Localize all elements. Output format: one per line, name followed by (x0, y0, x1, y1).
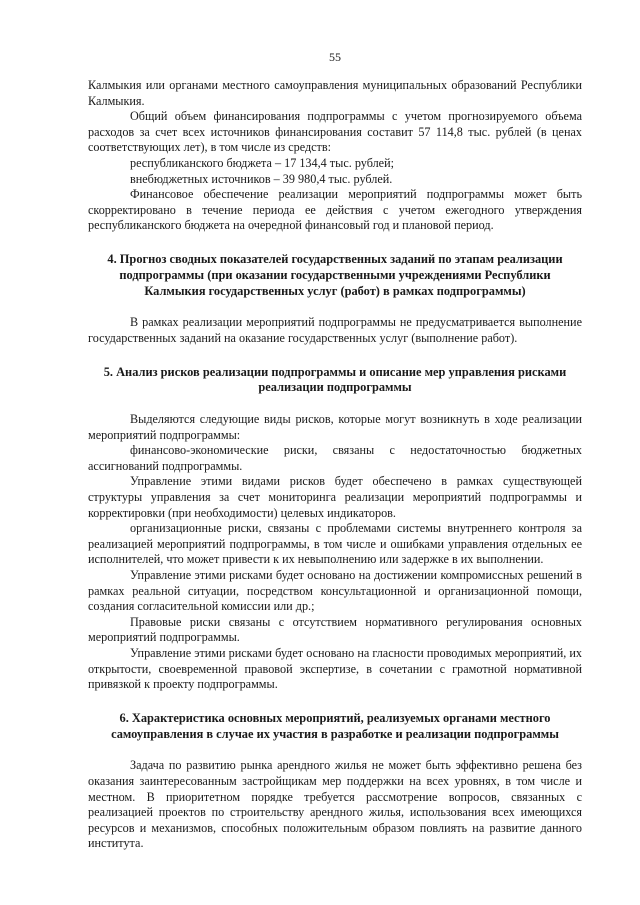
section-4-heading: 4. Прогноз сводных показателей государственных заданий по этапам реализации подпрограммы (при оказании государственными учреждениями Республики Калмыкия государственных услуг (работ) в рамках подпрограммы) (107, 251, 563, 298)
section-5-heading: 5. Анализ рисков реализации подпрограммы и описание мер управления рисками реализации подпрограммы (103, 364, 567, 395)
paragraph-intro-2: Общий объем финансирования подпрограммы с учетом прогнозируемого объема расходов за счет всех источников финансирования составит 57 114,8 тыс. рублей (в ценах соответствующих лет), в том числе из средств: (88, 109, 582, 155)
section-5-paragraph-2: финансово-экономические риски, связаны с недостаточностью бюджетных ассигнований подпрограммы. (88, 443, 582, 473)
paragraph-intro-3: Финансовое обеспечение реализации мероприятий подпрограммы может быть скорректировано в течение периода ее действия с учетом ежегодного утверждения республиканского бюджета на очередной финансовый год и плановой период. (88, 187, 582, 233)
section-5-paragraph-7: Управление этими рисками будет основано на гласности проводимых мероприятий, их открытости, своевременной правовой экспертизе, в сочетании с грамотной нормативной привязкой к проекту подпрограммы. (88, 646, 582, 692)
section-5-paragraph-6: Правовые риски связаны с отсутствием нормативного регулирования основных мероприятий подпрограммы. (88, 614, 582, 645)
section-5-paragraph-5: Управление этими рисками будет основано на достижении компромиссных решений в рамках реальной ситуации, посредством консультационной и организационной помощи, создания согласительной комиссии или др.; (88, 568, 582, 614)
list-item-republican-budget: республиканского бюджета – 17 134,4 тыс. рублей; (130, 155, 394, 170)
section-5-paragraph-3: Управление этими видами рисков будет обеспечено в рамках существующей структуры управления за счет мониторинга реализации мероприятий подпрограммы и корректировки (при необходимости) целевых индикаторов. (88, 474, 582, 520)
section-4-paragraph-1: В рамках реализации мероприятий подпрограммы не предусматривается выполнение государственных заданий на оказание государственных услуг (выполнение работ). (88, 315, 582, 345)
paragraph-intro-1: Калмыкия или органами местного самоуправления муниципальных образований Республики Калмыкия. (88, 78, 582, 108)
section-6-paragraph-1: Задача по развитию рынка арендного жилья не может быть эффективно решена без оказания заинтересованным застройщикам мер поддержки на всех уровнях, в том числе и местном. В приоритетном порядке требуется рассмотрение вопросов, связанных с реализацией проектов по строительству арендного жилья, использования всех имеющихся ресурсов и механизмов, способных положительным образом повлиять на развитие данного института. (88, 758, 582, 851)
section-5-paragraph-1: Выделяются следующие виды рисков, которые могут возникнуть в ходе реализации мероприятий подпрограммы: (88, 412, 582, 442)
section-6-heading: 6. Характеристика основных мероприятий, реализуемых органами местного самоуправления в случае их участия в разработке и реализации подпрограммы (111, 710, 559, 741)
page-number: 55 (329, 50, 341, 64)
section-5-paragraph-4: организационные риски, связаны с проблемами системы внутреннего контроля за реализацией мероприятий подпрограммы, в том числе и ошибками управления отдельных ее исполнителей, что может привести к их невыполнению или задержке в их выполнении. (88, 521, 582, 567)
list-item-extrabudgetary: внебюджетных источников – 39 980,4 тыс. рублей. (130, 171, 393, 186)
